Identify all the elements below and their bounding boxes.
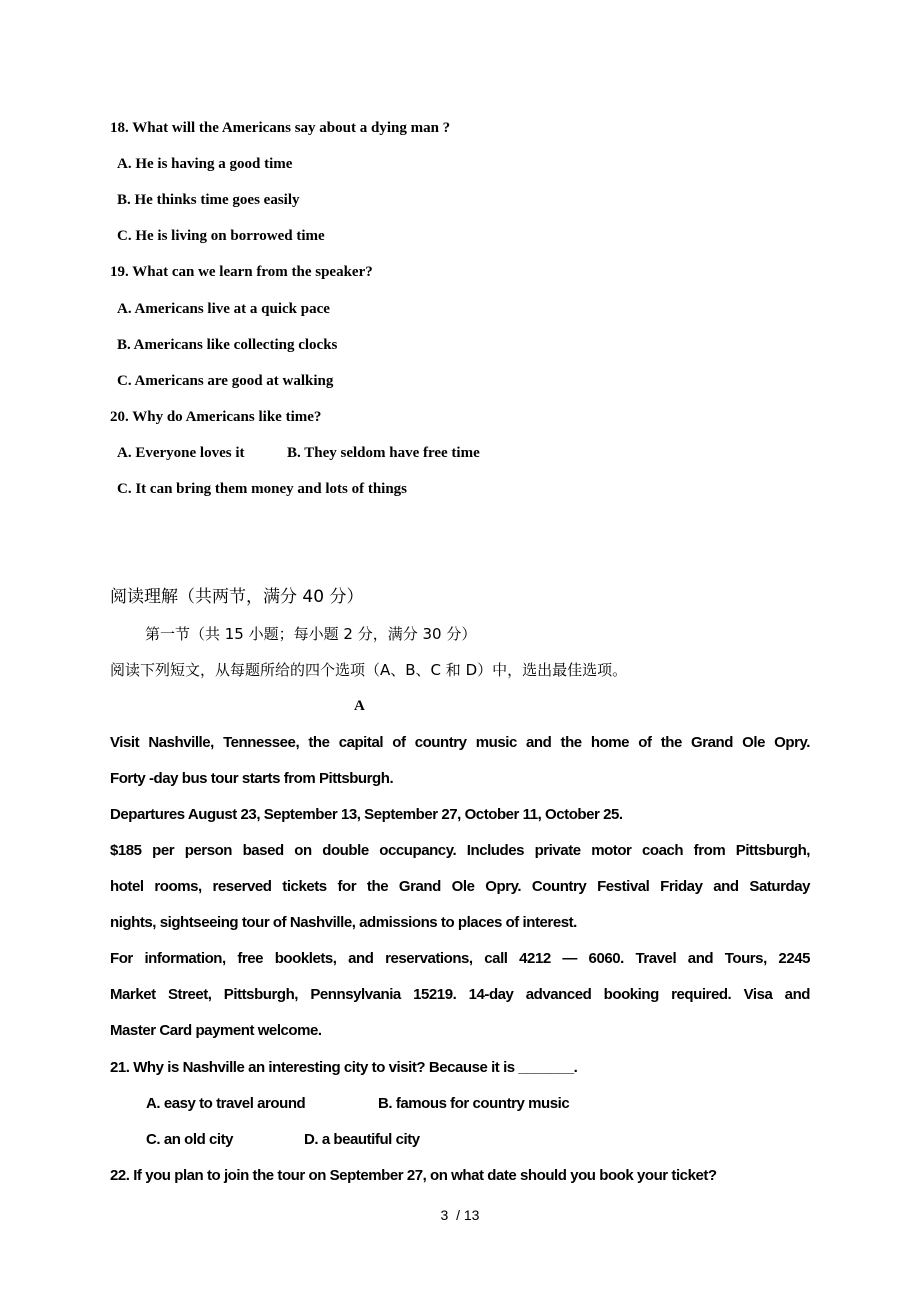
option: C. It can bring them money and lots of things [117,481,408,497]
passage-line: Master Card payment welcome. [110,1022,322,1039]
option: C. He is living on borrowed time [117,228,325,244]
option: D. a beautiful city [304,1131,420,1148]
subsection-heading: 第一节（共 15 小题；每小题 2 分，满分 30 分） [145,625,477,643]
passage-label: A [354,698,365,714]
question-19: 19. What can we learn from the speaker? [110,264,373,280]
passage-line: Market Street, Pittsburgh, Pennsylvania 15219. 14-day advanced booking required. Visa and [110,986,810,1003]
passage-line: Departures August 23, September 13, September 27, October 11, October 25. [110,806,623,823]
option: A. Americans live at a quick pace [117,301,330,317]
question-18: 18. What will the Americans say about a dying man ? [110,120,451,136]
passage-line: Forty -day bus tour starts from Pittsburgh. [110,770,394,787]
question-22: 22. If you plan to join the tour on September 27, on what date should you book your ticket? [110,1167,717,1184]
option: C. an old city [146,1131,234,1148]
question-20: 20. Why do Americans like time? [110,409,322,425]
option: B. He thinks time goes easily [117,192,300,208]
option: A. Everyone loves it [117,445,245,461]
passage-line: Visit Nashville, Tennessee, the capital of country music and the home of the Grand Ole Opry. [110,734,810,751]
passage-line: hotel rooms, reserved tickets for the Grand Ole Opry. Country Festival Friday and Saturday [110,878,810,895]
option: B. Americans like collecting clocks [117,337,338,353]
section-heading: 阅读理解（共两节，满分 40 分） [110,587,364,607]
page-number: 3 / 13 [440,1207,480,1223]
passage-line: For information, free booklets, and reservations, call 4212 — 6060. Travel and Tours, 2245 [110,950,810,967]
option: C. Americans are good at walking [117,373,334,389]
passage-line: nights, sightseeing tour of Nashville, admissions to places of interest. [110,914,577,931]
instruction: 阅读下列短文，从每题所给的四个选项（A、B、C 和 D）中，选出最佳选项。 [110,661,628,679]
question-21: 21. Why is Nashville an interesting city to visit? Because it is _______. [110,1059,578,1076]
option: A. He is having a good time [117,156,293,172]
option: B. famous for country music [378,1095,570,1112]
option: B. They seldom have free time [287,445,480,461]
option: A. easy to travel around [146,1095,306,1112]
passage-line: $185 per person based on double occupancy. Includes private motor coach from Pittsburgh, [110,842,810,859]
